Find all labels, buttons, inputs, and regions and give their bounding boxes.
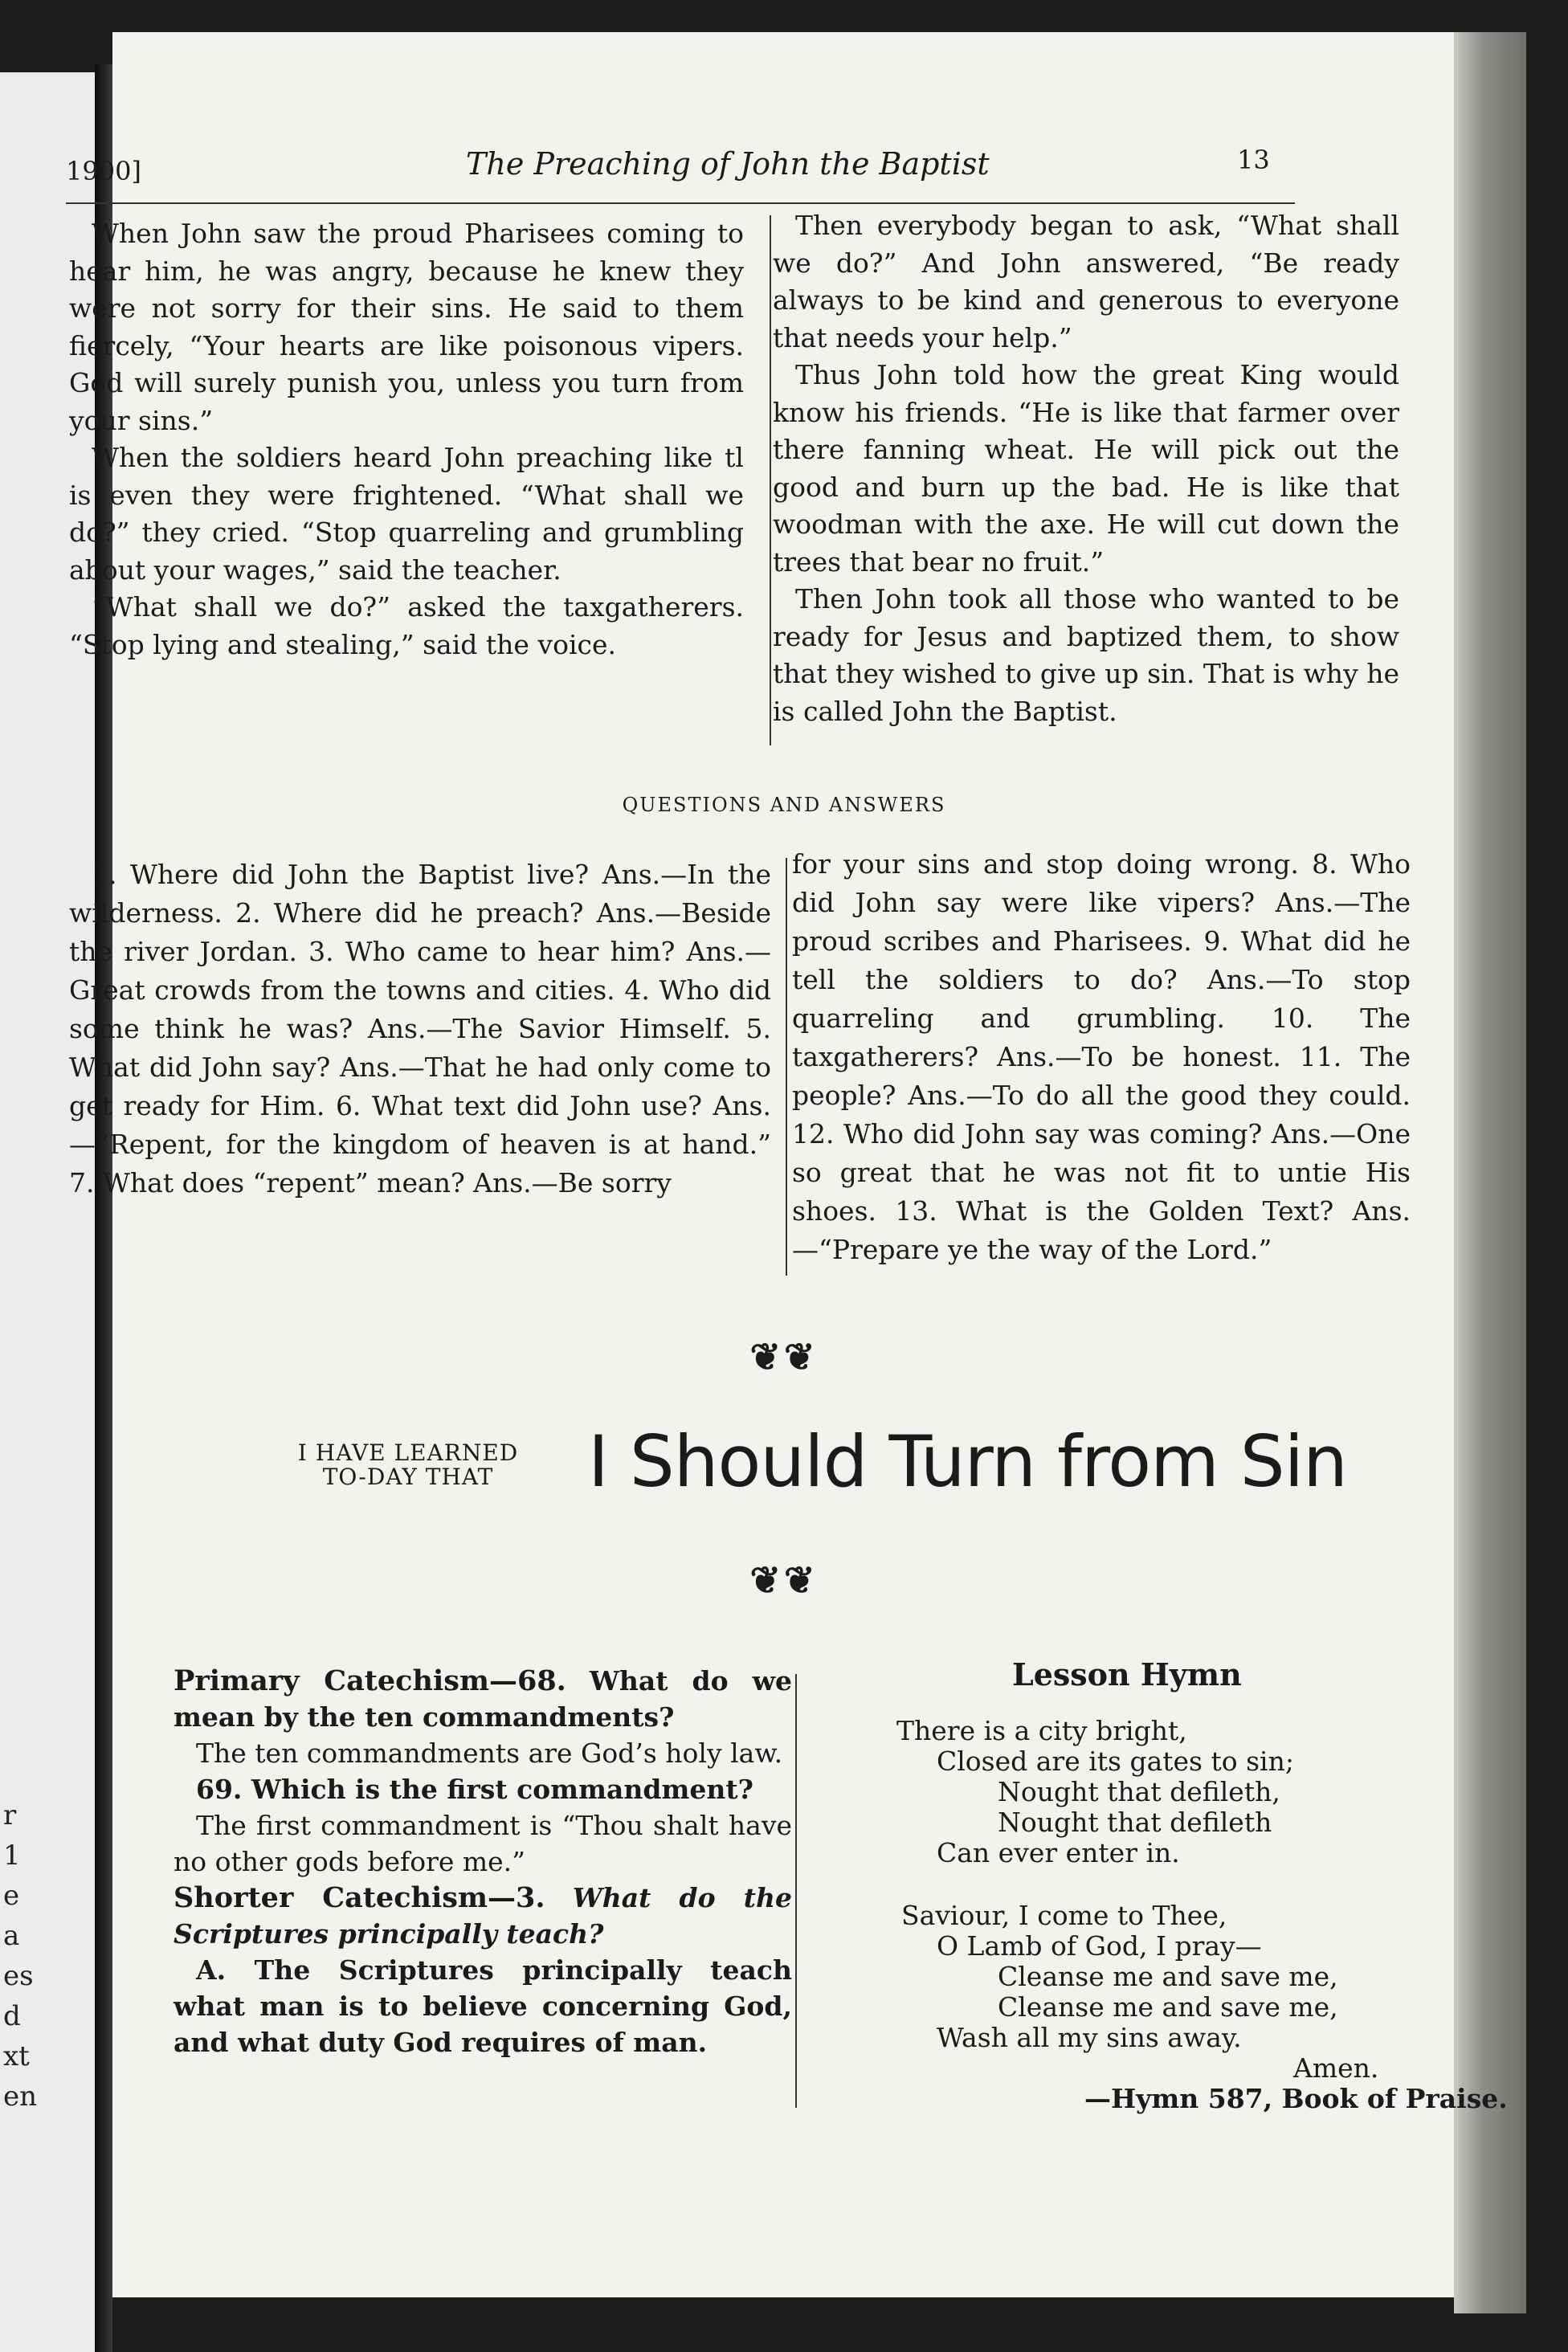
shorter-catechism-question bbox=[174, 1880, 792, 1952]
questions-heading: QUESTIONS AND ANSWERS bbox=[622, 794, 946, 816]
hymn-line: Closed are its gates to sin; bbox=[937, 1746, 1294, 1777]
running-title: The Preaching of John the Baptist bbox=[466, 146, 990, 182]
page-number: 13 bbox=[1237, 145, 1270, 175]
header-year: 1900] bbox=[66, 156, 141, 186]
hymn-line: Nought that defileth, bbox=[998, 1776, 1280, 1807]
fragment-text: es bbox=[3, 1960, 34, 1992]
learned-statement: I Should Turn from Sin bbox=[588, 1420, 1347, 1503]
hymn-line: Nought that defileth bbox=[998, 1807, 1272, 1838]
fragment-text: e bbox=[3, 1880, 20, 1912]
hymn-amen: Amen. bbox=[1293, 2052, 1379, 2084]
page-stack-edge bbox=[1454, 32, 1526, 2313]
fragment-text: 1 bbox=[3, 1840, 21, 1872]
story-paragraph: Then everybody began to ask, “What shall we do?” And John answered, “Be ready always to be kind and generous to everyone that needs your help.” bbox=[773, 210, 1399, 353]
questions-left-column bbox=[69, 855, 771, 1203]
fragment-text: xt bbox=[3, 2040, 30, 2072]
hymn-line: There is a city bright, bbox=[896, 1715, 1187, 1746]
learned-label-line1: I HAVE LEARNED bbox=[297, 1439, 519, 1466]
fragment-text: a bbox=[3, 1920, 20, 1952]
fragment-text: d bbox=[3, 2000, 21, 2032]
hymn-title: Lesson Hymn bbox=[1012, 1656, 1242, 1693]
story-paragraph: When John saw the proud Pharisees coming to hear him, he was angry, because he knew they were not sorry for their sins. He said to them fiercely, “Your hearts are like poisonous vipers. God will surely punish you, unless you turn from your sins.” bbox=[69, 218, 744, 436]
fragment-text: en bbox=[3, 2080, 38, 2113]
questions-text: 1. Where did John the Baptist live? Ans.—In the wilderness. 2. Where did he preach? Ans.—Beside the river Jordan. 3. Who came to hear him? Ans.—Great crowds from the towns and cities. 4. Who did some think he was? Ans.—The Savior Himself. 5. What did John say? Ans.—That he had only come to get ready for Him. 6. What text did John use? Ans.—“Repent, for the kingdom of heaven is at hand.” 7. What does “repent” mean? Ans.—Be sorry bbox=[69, 859, 771, 1198]
fleuron-ornament-bottom: ❦❦ bbox=[749, 1558, 819, 1602]
primary-q68: What do we mean by the ten commandments? bbox=[174, 1665, 792, 1733]
fleuron-ornament-top: ❦❦ bbox=[749, 1335, 819, 1378]
primary-catechism-question bbox=[174, 1663, 792, 1735]
hymn-line: Can ever enter in. bbox=[937, 1837, 1180, 1868]
story-paragraph: “What shall we do?” asked the taxgatherers. “Stop lying and stealing,” said the voice. bbox=[69, 591, 744, 660]
fragment-text: r bbox=[3, 1799, 17, 1831]
shorter-a3: A. The Scriptures principally teach what man is to believe concerning God, and what duty God requires of man. bbox=[174, 1954, 792, 2058]
catechism-section bbox=[174, 1663, 792, 2060]
hymn-line: O Lamb of God, I pray— bbox=[937, 1930, 1262, 1962]
primary-q69: 69. Which is the first commandment? bbox=[196, 1774, 753, 1805]
hymn-line: Cleanse me and save me, bbox=[998, 1961, 1338, 1992]
story-paragraph: Thus John told how the great King would know his friends. “He is like that farmer over there fanning wheat. He will pick out the good and burn up the bad. He is like that woodman with the axe. He will cut down the trees that bear no fruit.” bbox=[773, 359, 1399, 578]
shorter-q3: What do the Scriptures principally teach? bbox=[174, 1882, 792, 1950]
column-divider bbox=[770, 215, 771, 745]
story-paragraph: Then John took all those who wanted to be ready for Jesus and baptized them, to show that they wished to give up sin. That is why he is called John the Baptist. bbox=[773, 583, 1399, 727]
header-rule bbox=[66, 202, 1295, 204]
hymn-source: —Hymn 587, Book of Praise. bbox=[1084, 2083, 1508, 2114]
primary-a68: The ten commandments are God’s holy law. bbox=[196, 1737, 783, 1769]
hymn-line: Wash all my sins away. bbox=[937, 2022, 1242, 2053]
hymn-line: Cleanse me and save me, bbox=[998, 1991, 1338, 2023]
story-paragraph: When the soldiers heard John preaching like tl is even they were frightened. “What shall we do?” they cried. “Stop quarreling and grumbling about your wages,” said the teacher. bbox=[69, 442, 744, 586]
hymn-line: Saviour, I come to Thee, bbox=[901, 1900, 1227, 1931]
questions-text: for your sins and stop doing wrong. 8. Who did John say were like vipers? Ans.—The proud scribes and Pharisees. 9. What did he tell the soldiers to do? Ans.—To stop quarreling and grumbling. 10. The taxgatherers? Ans.—To be honest. 11. The people? Ans.—To do all the good they could. 12. Who did John say was coming? Ans.—One so great that he was not fit to untie His shoes. 13. What is the Golden Text? Ans.—“Prepare ye the way of the Lord.” bbox=[792, 848, 1411, 1265]
shorter-catechism-label: Shorter Catechism—3. bbox=[174, 1881, 545, 1914]
story-right-column bbox=[773, 207, 1399, 730]
story-left-column bbox=[69, 215, 744, 664]
questions-right-column bbox=[792, 845, 1411, 1269]
primary-a69: The first commandment is “Thou shalt have no other gods before me.” bbox=[174, 1810, 792, 1877]
learned-label bbox=[255, 1441, 561, 1489]
primary-catechism-label: Primary Catechism—68. bbox=[174, 1664, 566, 1697]
learned-label-line2: TO-DAY THAT bbox=[322, 1464, 494, 1490]
column-divider bbox=[786, 858, 787, 1276]
column-divider bbox=[795, 1674, 797, 2108]
running-header bbox=[32, 129, 1317, 185]
